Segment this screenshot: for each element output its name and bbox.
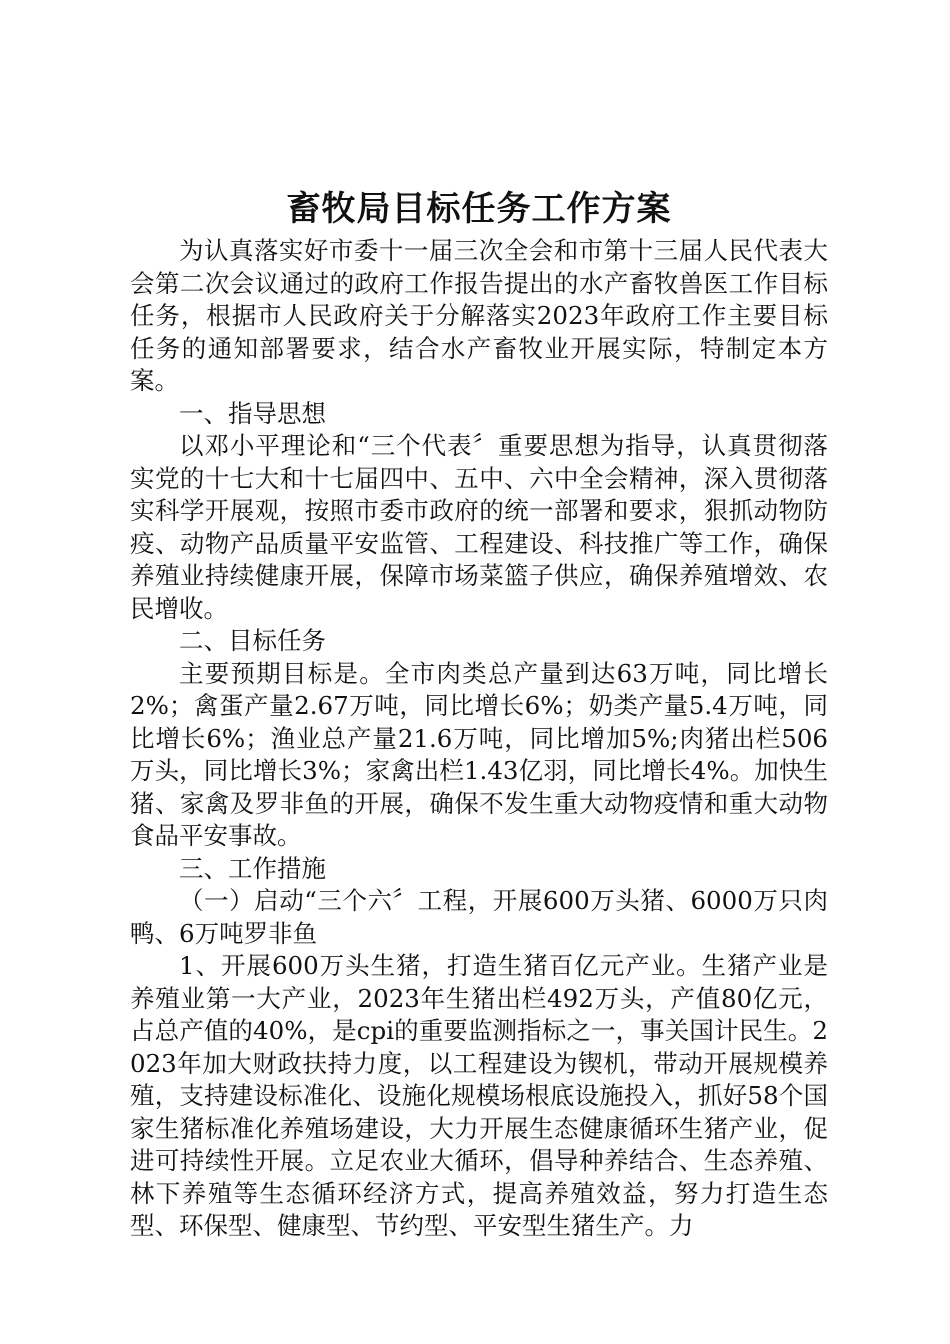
guiding-ideology-paragraph: 以邓小平理论和“三个代表〞重要思想为指导，认真贯彻落实党的十七大和十七届四中、五中、六中全会精神，深入贯彻落实科学开展观，按照市委市政府的统一部署和要求，狠抓动物防疫、动物产品质量平安监管、工程建设、科技推广等工作，确保养殖业持续健康开展，保障市场菜篮子供应，确保养殖增效、农民增收。 bbox=[130, 431, 828, 623]
document-page bbox=[130, 185, 828, 1243]
section-heading-measures: 三、工作措施 bbox=[179, 853, 326, 883]
document-title: 畜牧局目标任务工作方案 bbox=[286, 189, 672, 229]
targets-paragraph: 主要预期目标是。全市肉类总产量到达63万吨，同比增长2%；禽蛋产量2.67万吨，同比增长6%；奶类产量5.4万吨，同比增长6%；渔业总产量21.6万吨，同比增加5%;肉猪出栏506万头，同比增长3%；家禽出栏1.43亿羽，同比增长4%。加快生猪、家禽及罗非鱼的开展，确保不发生重大动物疫情和重大动物食品平安事故。 bbox=[130, 658, 828, 850]
section-heading-guiding-ideology: 一、指导思想 bbox=[179, 398, 326, 428]
intro-paragraph: 为认真落实好市委十一届三次全会和市第十三届人民代表大会第二次会议通过的政府工作报告提出的水产畜牧兽医工作目标任务，根据市人民政府关于分解落实2023年政府工作主要目标任务的通知部署要求，结合水产畜牧业开展实际，特制定本方案。 bbox=[130, 236, 828, 395]
measure-pig-paragraph: 1、开展600万头生猪，打造生猪百亿元产业。生猪产业是养殖业第一大产业，2023年生猪出栏492万头，产值80亿元，占总产值的40%，是cpi的重要监测指标之一，事关国计民生。2023年加大财政扶持力度，以工程建设为锲机，带动开展规模养殖，支持建设标准化、设施化规模场根底设施投入，抓好58个国家生猪标准化养殖场建设，大力开展生态健康循环生猪产业，促进可持续性开展。立足农业大循环，倡导种养结合、生态养殖、林下养殖等生态循环经济方式，提高养殖效益，努力打造生态型、环保型、健康型、节约型、平安型生猪生产。力 bbox=[130, 951, 828, 1240]
section-heading-targets: 二、目标任务 bbox=[179, 626, 326, 655]
subsection-heading-three-six: （一）启动“三个六〞工程，开展600万头猪、6000万只肉鸭、6万吨罗非鱼 bbox=[130, 886, 828, 948]
